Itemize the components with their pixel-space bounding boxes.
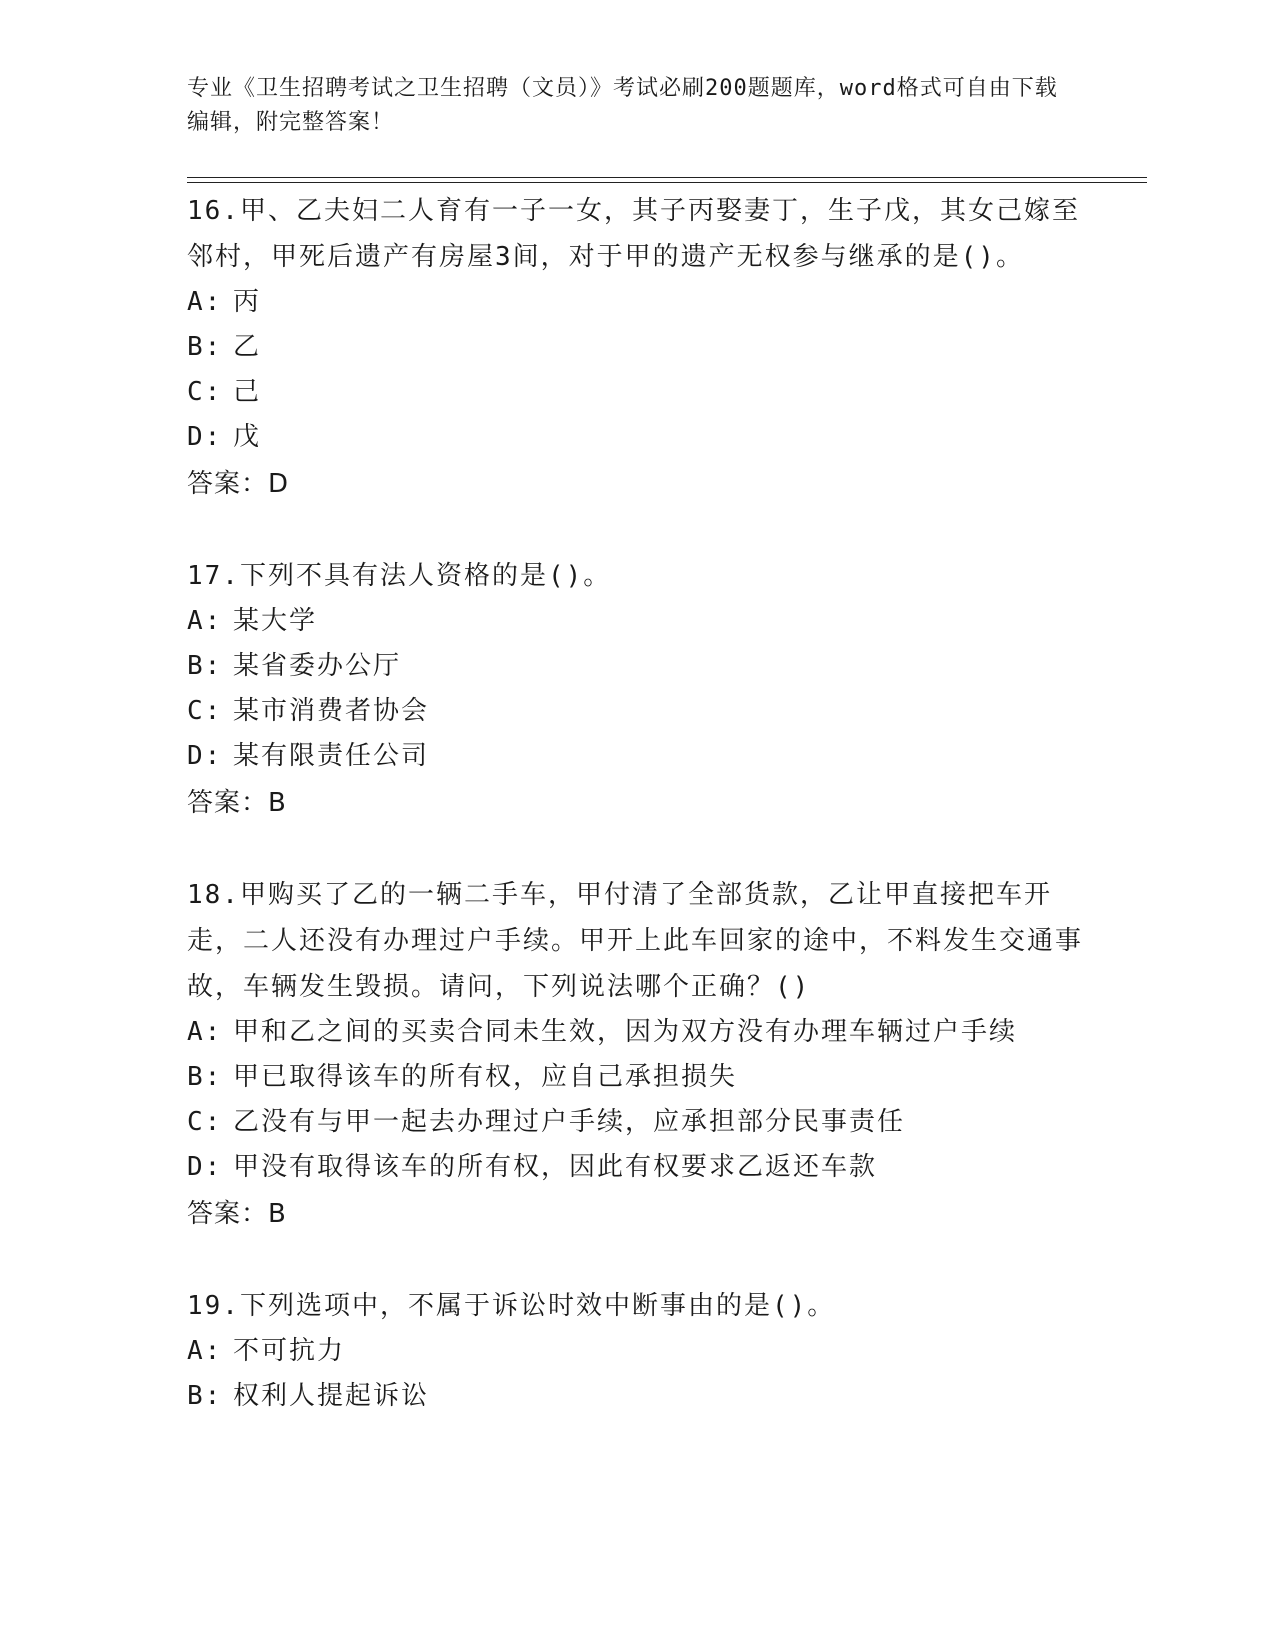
option-text: 某省委办公厅 — [233, 651, 402, 681]
answer-label: 答案：D — [187, 469, 290, 499]
answer-label: 答案：B — [187, 1199, 287, 1229]
option-letter: C: — [187, 696, 223, 726]
option-letter: C: — [187, 1107, 223, 1137]
option-c — [187, 370, 1087, 415]
option-letter: D: — [187, 1152, 223, 1182]
option-text: 某大学 — [233, 606, 318, 636]
option-d — [187, 415, 1087, 460]
header-divider-bottom — [187, 182, 1147, 183]
answer-label: 答案：B — [187, 788, 287, 818]
option-letter: B: — [187, 651, 223, 681]
option-letter: D: — [187, 741, 223, 771]
option-letter: B: — [187, 332, 223, 362]
option-b — [187, 1374, 1087, 1419]
option-b — [187, 325, 1087, 370]
option-a — [187, 1329, 1087, 1374]
question-text: 17.下列不具有法人资格的是()。 — [187, 561, 612, 591]
option-letter: C: — [187, 377, 223, 407]
option-text: 甲和乙之间的买卖合同未生效，因为双方没有办理车辆过户手续 — [233, 1017, 1018, 1047]
option-d — [187, 1145, 1087, 1190]
document-header: 专业《卫生招聘考试之卫生招聘（文员）》考试必刷200题题库，word格式可自由下载编辑，附完整答案！ — [187, 76, 1058, 135]
option-letter: D: — [187, 422, 223, 452]
option-text: 某有限责任公司 — [233, 741, 430, 771]
option-c — [187, 689, 1087, 734]
header-divider-top — [187, 177, 1147, 178]
option-a — [187, 280, 1087, 325]
option-text: 甲没有取得该车的所有权，因此有权要求乙返还车款 — [233, 1152, 878, 1182]
question-19 — [187, 1283, 1087, 1419]
option-text: 丙 — [233, 287, 262, 317]
option-letter: B: — [187, 1062, 223, 1092]
option-a — [187, 1010, 1087, 1055]
option-text: 乙没有与甲一起去办理过户手续，应承担部分民事责任 — [233, 1107, 906, 1137]
question-text: 19.下列选项中，不属于诉讼时效中断事由的是()。 — [187, 1291, 836, 1321]
option-text: 不可抗力 — [233, 1336, 346, 1366]
question-17 — [187, 553, 1087, 827]
question-16 — [187, 188, 1087, 508]
option-d — [187, 734, 1087, 779]
question-text: 16.甲、乙夫妇二人育有一子一女，其子丙娶妻丁，生子戊，其女己嫁至邻村，甲死后遗产有房屋3间，对于甲的遗产无权参与继承的是()。 — [187, 196, 1080, 272]
option-text: 戊 — [233, 422, 262, 452]
question-18 — [187, 872, 1087, 1238]
option-text: 乙 — [233, 332, 262, 362]
option-text: 某市消费者协会 — [233, 696, 430, 726]
option-letter: A: — [187, 1336, 223, 1366]
option-letter: A: — [187, 606, 223, 636]
question-text: 18.甲购买了乙的一辆二手车，甲付清了全部货款，乙让甲直接把车开走，二人还没有办理过户手续。甲开上此车回家的途中，不料发生交通事故，车辆发生毁损。请问，下列说法哪个正确？() — [187, 880, 1084, 1002]
option-text: 己 — [233, 377, 262, 407]
option-b — [187, 1055, 1087, 1100]
option-c — [187, 1100, 1087, 1145]
option-text: 权利人提起诉讼 — [233, 1381, 430, 1411]
option-letter: B: — [187, 1381, 223, 1411]
option-b — [187, 644, 1087, 689]
question-list — [187, 188, 1087, 1464]
option-letter: A: — [187, 287, 223, 317]
option-letter: A: — [187, 1017, 223, 1047]
option-text: 甲已取得该车的所有权，应自己承担损失 — [233, 1062, 738, 1092]
option-a — [187, 599, 1087, 644]
